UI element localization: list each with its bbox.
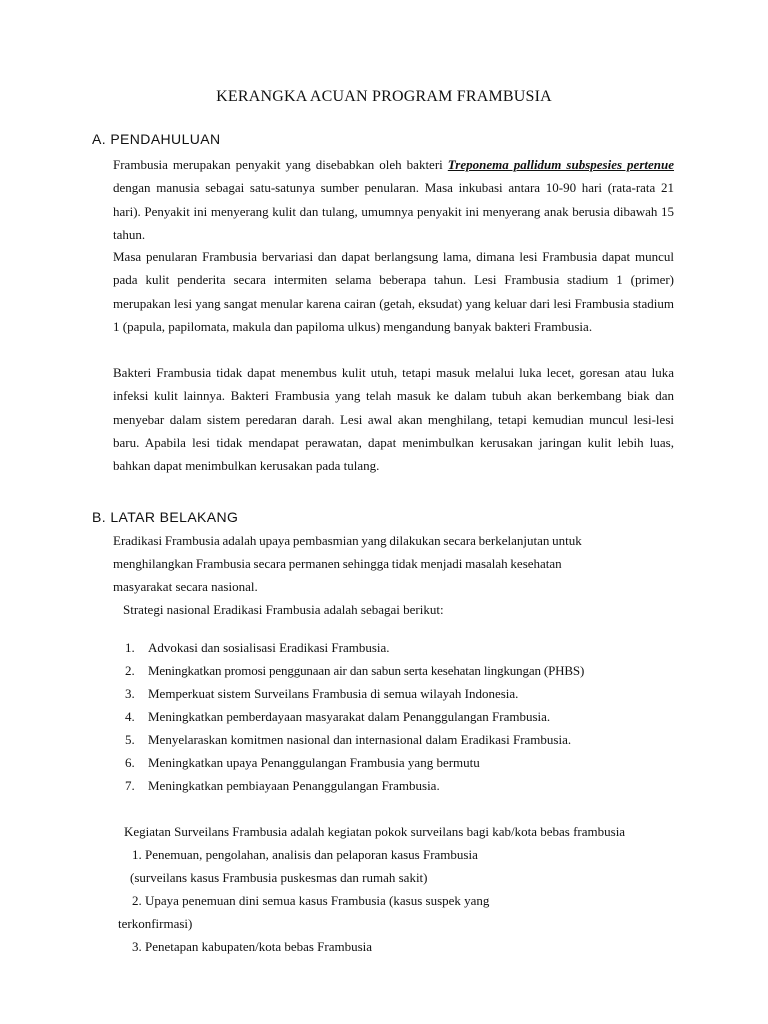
document-title: KERANGKA ACUAN PROGRAM FRAMBUSIA <box>216 88 552 105</box>
list-text: Meningkatkan pembiayaan Penanggulangan Frambusia. <box>148 778 440 793</box>
section-b-line: menghilangkan Frambusia secara permanen sehingga tidak menjadi masalah kesehatan <box>113 556 562 571</box>
list-item: (surveilans kasus Frambusia puskesmas dan rumah sakit) <box>130 870 428 885</box>
list-item <box>125 709 550 725</box>
paragraph-text: Frambusia merupakan penyakit yang disebabkan oleh bakteri <box>113 157 448 172</box>
list-number: 4. <box>125 709 135 724</box>
list-item: terkonfirmasi) <box>118 916 193 931</box>
list-item <box>125 732 571 748</box>
list-text: Meningkatkan pemberdayaan masyarakat dalam Penanggulangan Frambusia. <box>148 709 551 724</box>
list-item <box>125 640 390 656</box>
list-item <box>125 778 440 794</box>
list-number: 1. <box>125 640 135 655</box>
bacteria-name: Treponema pallidum subspesies pertenue <box>447 157 675 172</box>
list-number: 3. <box>125 686 135 701</box>
section-b-heading: B. LATAR BELAKANG <box>92 509 239 525</box>
section-b-line: Eradikasi Frambusia adalah upaya pembasmian yang dilakukan secara berkelanjutan untuk <box>113 533 582 548</box>
list-item: 3. Penetapan kabupaten/kota bebas Frambusia <box>132 939 373 954</box>
section-b-line: masyarakat secara nasional. <box>113 579 258 594</box>
section-a-paragraph-3: Bakteri Frambusia tidak dapat menembus kulit utuh, tetapi masuk melalui luka lecet, goresan atau luka infeksi kulit lainnya. Bakteri Frambusia yang telah masuk ke dalam tubuh akan berkembang biak dan menyebar dalam sistem peredaran darah. Lesi awal akan menghilang, tetapi kemudian muncul lesi-lesi baru. Apabila lesi tidak mendapat perawatan, dapat menimbulkan kerusakan jaringan kulit lebih luas, bahkan dapat menimbulkan kerusakan pada tulang. <box>113 365 674 474</box>
list-item <box>125 755 480 771</box>
strategy-intro: Strategi nasional Eradikasi Frambusia adalah sebagai berikut: <box>123 602 444 617</box>
list-number: 6. <box>125 755 135 770</box>
list-text: Memperkuat sistem Surveilans Frambusia di semua wilayah Indonesia. <box>148 686 519 701</box>
list-item <box>125 663 584 679</box>
section-a-paragraph-1 <box>113 153 674 246</box>
list-item <box>125 686 518 702</box>
paragraph-text: dengan manusia sebagai satu-satunya sumber penularan. Masa inkubasi antara 10-90 hari (rata-rata 21 hari). Penyakit ini menyerang kulit dan tulang, umumnya penyakit ini menyerang anak berusia dibawah 15 tahun. <box>113 180 674 242</box>
list-item: 1. Penemuan, pengolahan, analisis dan pelaporan kasus Frambusia <box>132 847 478 862</box>
list-item: 2. Upaya penemuan dini semua kasus Frambusia (kasus suspek yang <box>132 893 490 908</box>
list-number: 2. <box>125 663 135 678</box>
surveillance-intro: Kegiatan Surveilans Frambusia adalah kegiatan pokok surveilans bagi kab/kota bebas frambusia <box>124 824 626 839</box>
section-a-heading: A. PENDAHULUAN <box>92 131 221 147</box>
list-text: Advokasi dan sosialisasi Eradikasi Frambusia. <box>148 640 390 655</box>
list-text: Menyelaraskan komitmen nasional dan internasional dalam Eradikasi Frambusia. <box>148 732 572 747</box>
list-number: 5. <box>125 732 135 747</box>
section-a-paragraph-2: Masa penularan Frambusia bervariasi dan dapat berlangsung lama, dimana lesi Frambusia dapat muncul pada kulit penderita secara intermiten selama beberapa tahun. Lesi Frambusia stadium 1 (primer) merupakan lesi yang sangat menular karena cairan (getah, eksudat) yang keluar dari lesi Frambusia stadium 1 (papula, papilomata, makula dan papiloma ulkus) mengandung banyak bakteri Frambusia. <box>113 249 674 334</box>
list-number: 7. <box>125 778 135 793</box>
list-text: Meningkatkan promosi penggunaan air dan sabun serta kesehatan lingkungan (PHBS) <box>148 663 585 678</box>
list-text: Meningkatkan upaya Penanggulangan Frambusia yang bermutu <box>148 755 480 770</box>
